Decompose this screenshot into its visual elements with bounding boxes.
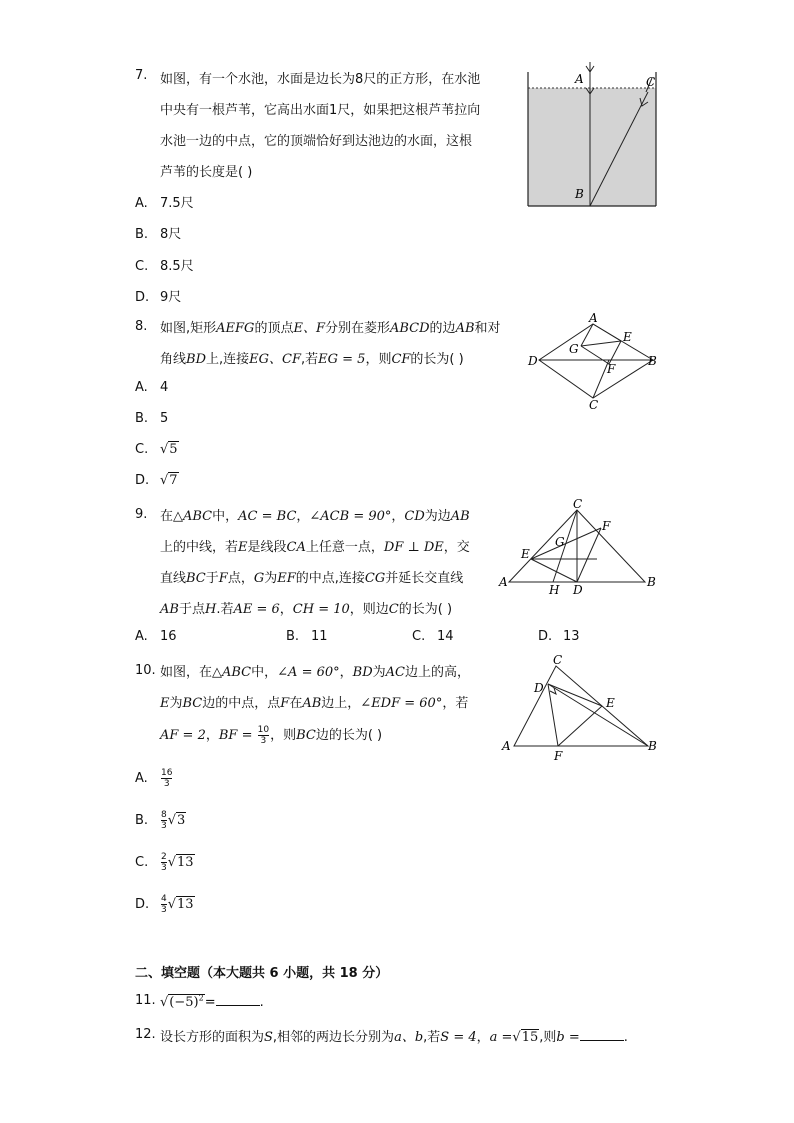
q9-line-2: 上的中线，若E是线段CA上任意一点，DF ⊥ DE，交 (160, 540, 470, 555)
q9-label-h: H (549, 583, 560, 596)
q11-answer-blank[interactable] (216, 993, 260, 1006)
q9-label-c: C (573, 497, 583, 511)
q9-label-g: G (555, 535, 565, 549)
q12-number: 12. (135, 1027, 156, 1042)
q8-label-a: A (589, 311, 598, 325)
q8-label-g: G (569, 342, 579, 356)
q10-number: 10. (135, 663, 156, 678)
q7-pool-figure (520, 62, 665, 212)
q7-option-d[interactable]: D. 9尺 (135, 290, 182, 305)
q10-label-d: D (534, 681, 544, 695)
q8-rhombus-figure (525, 310, 665, 414)
q9-option-b[interactable]: B. 11 (286, 629, 328, 644)
q12-answer-blank[interactable] (580, 1028, 624, 1041)
q7-line-2: 中央有一根芦苇，它高出水面1尺，如果把这根芦苇拉向 (160, 103, 481, 118)
q9-line-4: AB于点H.若AE = 6，CH = 10，则边C的长为( ) (160, 602, 453, 617)
q10-option-a[interactable]: A. $\frac{16}{3}$ (135, 768, 173, 789)
q8-label-d: D (528, 354, 538, 368)
q10-label-c: C (553, 653, 563, 667)
q10-triangle-figure (498, 652, 666, 764)
q8-line-2: 角线BD上,连接EG、CF,若EG = 5，则CF的长为( ) (160, 352, 464, 367)
q9-label-f: F (602, 519, 611, 533)
q10-line-2: E为BC边的中点，点F在AB边上，∠EDF = 60°，若 (160, 696, 469, 711)
q7-label-c: C (646, 75, 656, 89)
q10-label-e: E (606, 696, 615, 710)
section-2-title: 二、填空题（本大题共 6 小题，共 18 分） (135, 966, 389, 981)
q10-line-1: 如图，在△ABC中，∠A = 60°，BD为AC边上的高， (160, 665, 471, 680)
q8-option-d[interactable]: D. √7 (135, 473, 178, 488)
q11-number: 11. (135, 993, 156, 1008)
q8-option-c[interactable]: C. √5 (135, 442, 178, 457)
q9-option-c[interactable]: C. 14 (412, 629, 454, 644)
q11-line: $√(-5)^2=$ . (160, 993, 264, 1010)
q10-option-b[interactable]: B. $\frac{8}{3}$ √3 (135, 810, 186, 831)
q8-label-f: F (607, 362, 616, 376)
q8-label-e: E (623, 330, 632, 344)
q7-label-a: A (575, 72, 584, 86)
q10-label-f: F (554, 749, 563, 763)
q7-label-b: B (575, 187, 584, 201)
q8-label-b: B (648, 354, 657, 368)
q8-option-b[interactable]: B. 5 (135, 411, 169, 426)
q7-line-4: 芦苇的长度是( ) (160, 165, 253, 180)
q9-line-1: 在△ABC中，AC = BC，∠ACB = 90°，CD为边AB (160, 509, 470, 524)
q9-option-a[interactable]: A. 16 (135, 629, 177, 644)
q8-line-1: 如图,矩形AEFG的顶点E、F分别在菱形ABCD的边AB和对 (160, 321, 501, 336)
q9-label-d: D (573, 583, 583, 596)
q9-line-3: 直线BC于F点，G为EF的中点,连接CG并延长交直线 (160, 571, 464, 586)
q10-option-d[interactable]: D. $\frac{4}{3}$ √13 (135, 894, 194, 915)
q9-label-a: A (499, 575, 508, 589)
q7-option-a[interactable]: A. 7.5尺 (135, 196, 194, 211)
q8-number: 8. (135, 319, 148, 334)
q12-line: 设长方形的面积为S,相邻的两边长分别为a、b,若S = 4，a =√15,则b = . (160, 1030, 628, 1045)
q7-option-c[interactable]: C. 8.5尺 (135, 259, 194, 274)
q10-label-a: A (502, 739, 511, 753)
q9-label-b: B (647, 575, 656, 589)
q9-option-d[interactable]: D. 13 (538, 629, 580, 644)
q8-option-a[interactable]: A. 4 (135, 380, 169, 395)
q9-label-e: E (521, 547, 530, 561)
q8-label-c: C (589, 398, 599, 412)
q10-option-c[interactable]: C. $\frac{2}{3}$ √13 (135, 852, 194, 873)
q7-line-1: 如图，有一个水池，水面是边长为8尺的正方形，在水池 (160, 72, 481, 87)
q7-number: 7. (135, 68, 148, 83)
q10-line-3: AF = 2，BF = $\frac{10}{3}$ ，则BC边的长为( ) (160, 725, 383, 746)
q10-label-b: B (648, 739, 657, 753)
q9-triangle-figure (495, 496, 665, 596)
q7-option-b[interactable]: B. 8尺 (135, 227, 182, 242)
q7-line-3: 水池一边的中点，它的顶端恰好到达池边的水面，这根 (160, 134, 473, 149)
q9-number: 9. (135, 507, 148, 522)
